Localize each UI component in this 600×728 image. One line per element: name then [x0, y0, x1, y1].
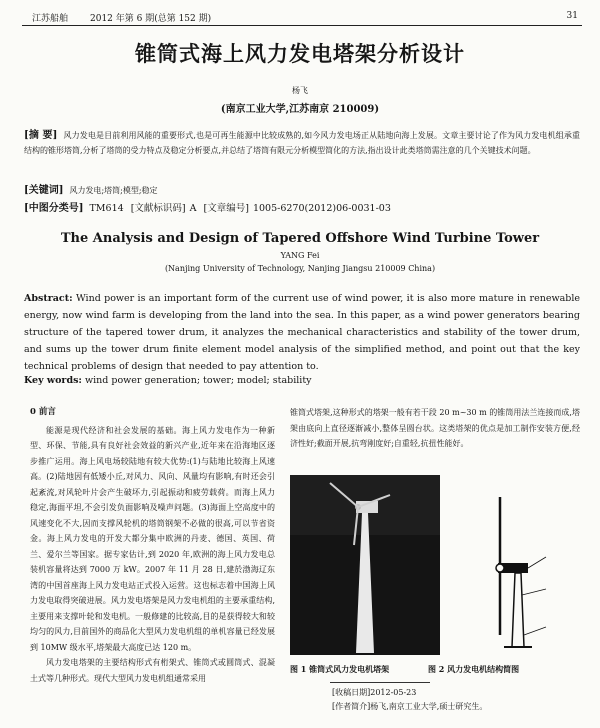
title-english: The Analysis and Design of Tapered Offshore Wind Turbine Tower: [60, 231, 540, 246]
footnote: [332, 686, 582, 714]
tower-photo-figure: [290, 475, 440, 655]
body-paragraph-2: 风力发电塔架的主要结构形式有桁架式、锥筒式或圆筒式、混凝土式等几种形式。现代大型风力发电机组通常采用: [30, 658, 275, 683]
received-date: [收稿日期]2012-05-23: [332, 688, 417, 697]
running-header: [22, 10, 582, 26]
author-intro: [作者简介]杨飞,南京工业大学,硕士研究生。: [332, 702, 488, 711]
affiliation-english: (Nanjing University of Technology, Nanjing Jiangsu 210009 China): [164, 264, 436, 273]
keywords-cn-label: [关键词]: [24, 185, 64, 196]
header-rule: [22, 25, 582, 26]
article-no: 1005-6270(2012)06-0031-03: [252, 203, 391, 214]
article-no-label: [文章编号]: [203, 203, 249, 214]
abstract-en-label: Abstract:: [24, 293, 73, 304]
figure-2-caption: 图 2 风力发电机结构简图: [428, 664, 520, 674]
body-paragraph: 能源是现代经济和社会发展的基础。海上风力发电作为一种新型、环保、节能,具有良好社会效益的新兴产业,近年来在沿海地区逐步推广运用。海上风电场较陆地有较大优势:(1)与陆地比较海上风速高。(2)陆地因有低矮小丘,对风力、风向、风量均有影响,有时还会引起紊流,对风轮叶片会产生破坏力,引起振动和疲劳载荷。而海上风力稳定,海面平坦,不会引发负面影响及噪声问题。(3)海面上空高度中的风速变化不大,因而支撑风轮机的塔筒钢架不必做的很高,可以节省资金。海上风力发电的开发大都分集中欧洲的丹麦、德国、英国、荷兰、爱尔兰等国家。据专家估计,到 2020 年,欧洲的海上风力发电总装机容量将达到 7000 万 kW。2007 年 11 月 28 日,建於渤海辽东湾的中国首座海上风力发电站正式投入运营。这也标志着中国海上风力发电取得突破进展。风力发电塔架是风力发电机组的主要承重结构,主要用来支撑叶轮和发电机。一般修建的比较高,目的是获得较大和较均匀的风力,目前国外的商品化大型风力发电机组的单机容量已经发展到 10MW 级水平,塔架最大高度已达 120 m。: [30, 425, 275, 652]
clc-code: TM614: [89, 203, 124, 214]
body-right-column: 锥筒式塔架,这种形式的塔架一般有若干段 20 m~30 m 的锥筒用法兰连接而成,塔架由底向上直径逐渐减小,整体呈圆台状。这类塔架的优点是加工制作安装方便,经济性好;截面开展,抗弯刚度好;自重轻,抗扭性能好。: [290, 408, 580, 448]
keywords-english: [24, 375, 580, 386]
diagram-hub: [496, 564, 504, 572]
doc-code: A: [189, 203, 197, 214]
clc-label: [中图分类号]: [24, 203, 84, 214]
turbine-structure-diagram: [460, 475, 580, 655]
body-left-column: [30, 405, 275, 686]
keywords-en-text: wind power generation; tower; model; stability: [84, 375, 312, 386]
abstract-cn-label: [摘 要]: [24, 130, 58, 141]
issue-info: 2012 年第 6 期(总第 152 期): [90, 14, 212, 24]
abstract-chinese: [24, 128, 580, 158]
title-chinese: 锥筒式海上风力发电塔架分析设计: [135, 42, 465, 66]
keywords-chinese: [24, 181, 580, 196]
page-number: 31: [566, 11, 578, 21]
classification-line: [24, 199, 580, 214]
author-english: YANG Fei: [280, 251, 320, 260]
keywords-en-label: Key words:: [24, 375, 82, 386]
author-chinese: 杨飞: [292, 86, 308, 95]
doc-code-label: [文献标识码]: [130, 203, 186, 214]
keywords-cn-text: 风力发电;塔筒;模型;稳定: [69, 186, 158, 195]
abstract-english: [24, 290, 580, 375]
abstract-cn-text: 风力发电是目前利用风能的重要形式,也是可再生能源中比较成熟的,如今风力发电场正从陆地向海上发展。文章主要讨论了作为风力发电机组承重结构的锥形塔筒,分析了塔筒的受力特点及稳定分析要点,并总结了塔筒有限元分析模型简化的方法,指出设计此类塔筒需注意的几个关键技术问题。: [24, 131, 580, 155]
figure-1-caption: 图 1 锥筒式风力发电机塔架: [290, 664, 390, 674]
journal-name: 江苏船舶: [32, 14, 69, 24]
abstract-en-text: Wind power is an important form of the current use of wind power, it is also more mature in renewable energy, now wind farm is developing from the land into the sea. In this paper, as a wind power generators bearing structure of the tapered tower drum, it analyzes the mechanical characteristics and stability of the tower drum, and sums up the tower drum finite element model analysis of the simplified method, and point out that the key technical problems of design that needed to pay attention to.: [24, 293, 580, 372]
affiliation-chinese: (南京工业大学,江苏南京 210009): [220, 104, 380, 115]
footnote-rule: [330, 682, 430, 683]
figures-area: [290, 475, 580, 675]
section-heading: 0 前言: [30, 407, 56, 417]
